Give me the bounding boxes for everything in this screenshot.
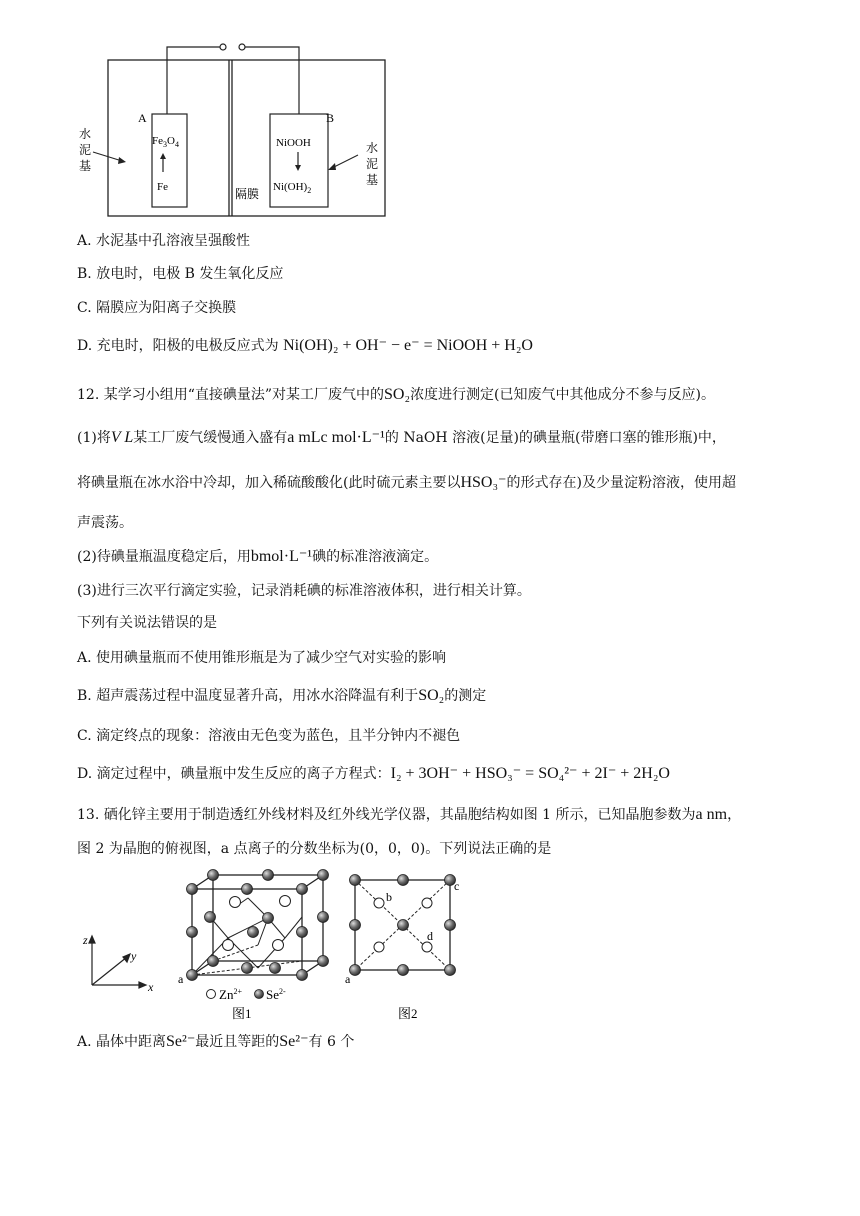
q12-option-b-a: B. 超声震荡过程中温度显著升高，用冰水浴降温有利于: [77, 688, 419, 704]
q12-step1-line2: [77, 473, 736, 493]
cement-right-3: 基: [366, 173, 379, 187]
arrow-up-icon: [160, 153, 166, 159]
wire: [167, 47, 220, 114]
q12-step1-line3: 声震荡。: [77, 515, 133, 531]
q13-option-a-c: 有 6 个: [308, 1034, 355, 1050]
q12-step1-c: 的 NaOH 溶液(足量)的碘量瓶(带磨口塞的锥形瓶)中，: [384, 430, 726, 446]
q12-step1-a: (1)将: [77, 430, 111, 446]
q12-step1-amount: a mLc mol·L⁻¹: [287, 429, 385, 446]
q12-step1-v: V L: [110, 429, 134, 446]
niooh-label: NiOOH: [276, 137, 311, 149]
q12-step2: [77, 547, 438, 567]
q13-stem-a: 13. 硒化锌主要用于制造透红外线材料及红外线光学仪器，其晶胞结构如图 1 所示，已知晶胞参数为: [77, 807, 696, 823]
label-b: B: [326, 111, 335, 125]
q12-option-d: [77, 764, 670, 784]
fe-label: Fe: [157, 181, 168, 193]
q11-option-b: B. 放电时，电极 B 发生氧化反应: [77, 266, 284, 282]
electrode-a: [152, 114, 187, 207]
cement-right-2: 泥: [366, 157, 379, 171]
top-view-fig2: [350, 875, 456, 976]
q12-step1-line2-a: 将碘量瓶在冰水浴中冷却，加入稀硫酸酸化(此时硫元素主要以: [77, 475, 461, 491]
electrode-b: [270, 114, 328, 207]
crystal-figures: [70, 865, 490, 1030]
q12-stem-a: 12. 某学习小组用“直接碘量法”对某工厂废气中的: [77, 387, 385, 403]
fig2-point-c: c: [454, 879, 460, 893]
battery-diagram: [70, 40, 400, 230]
cement-left-1: 水: [79, 127, 92, 141]
zn-ions-fig1: [223, 896, 291, 951]
fig2-point-a: a: [345, 972, 351, 986]
q12-option-b: [77, 686, 486, 706]
q12-prompt: 下列有关说法错误的是: [77, 615, 217, 631]
q13-stem-b: ，: [727, 807, 742, 823]
q11-option-d-formula: Ni(OH)₂ + OH⁻ − e⁻ = NiOOH + H₂O: [283, 337, 533, 354]
axis-y: y: [131, 949, 137, 963]
q12-option-d-formula: I₂ + 3OH⁻ + HSO₃⁻ = SO₄²⁻ + 2I⁻ + 2H₂O: [390, 765, 670, 782]
fig2-caption: 图2: [398, 1006, 418, 1021]
q13-option-a-b: 最近且等距的: [195, 1034, 280, 1050]
q12-stem: [77, 385, 715, 405]
axis-x: x: [148, 980, 154, 994]
q11-option-a: A. 水泥基中孔溶液呈强酸性: [77, 233, 251, 249]
q12-step1: [77, 428, 726, 448]
q12-option-a: A. 使用碘量瓶而不使用锥形瓶是为了减少空气对实验的影响: [77, 650, 447, 666]
axes: [89, 936, 146, 988]
cement-left-2: 泥: [79, 143, 92, 157]
q12-step2-a: (2)待碘量瓶温度稳定后，用: [77, 549, 251, 565]
q12-option-b-b: 的测定: [444, 688, 487, 704]
q11-option-c: C. 隔膜应为阳离子交换膜: [77, 300, 237, 316]
fig1-caption: 图1: [232, 1006, 252, 1021]
legend-zn: $Zn^{2+}$: [219, 987, 242, 1002]
q12-step1-b: 某工厂废气缓慢通入盛有: [133, 430, 288, 446]
fig1-point-a: a: [178, 972, 184, 986]
fig2-point-d: d: [427, 929, 433, 943]
label-a: A: [138, 111, 147, 125]
nioh2-label: $Ni(OH)_2$: [273, 181, 312, 195]
q12-step3: (3)进行三次平行滴定实验，记录消耗碘的标准溶液体积，进行相关计算。: [77, 583, 531, 599]
q11-option-d-prefix: D. 充电时，阳极的电极反应式为: [77, 338, 279, 354]
fe3o4-label: $Fe_3O_4$: [152, 135, 179, 149]
q12-stem-b: 浓度进行测定(已知废气中其他成分不参与反应)。: [410, 387, 715, 403]
arrow-down-icon: [295, 165, 301, 171]
q13-stem-param: a nm: [695, 806, 728, 823]
membrane-label: 隔膜: [235, 187, 260, 201]
q13-option-a-ion2: Se²⁻: [279, 1033, 309, 1050]
q13-option-a-ion1: Se²⁻: [166, 1033, 196, 1050]
q13-option-a-a: A. 晶体中距离: [77, 1034, 167, 1050]
q12-step1-line2-b: 的形式存在)及少量淀粉溶液，使用超: [506, 475, 736, 491]
q12-step1-line2-formula: HSO₃⁻: [460, 474, 507, 491]
q12-option-d-prefix: D. 滴定过程中，碘量瓶中发生反应的离子方程式：: [77, 766, 391, 782]
q11-option-d: [77, 336, 533, 356]
cement-left-3: 基: [79, 159, 92, 173]
q13-option-a: [77, 1032, 354, 1052]
q12-step2-conc: bmol·L⁻¹: [250, 548, 313, 565]
q12-stem-formula: SO₂: [384, 386, 411, 403]
q13-stem-line2: 图 2 为晶胞的俯视图，a 点离子的分数坐标为(0，0，0)。下列说法正确的是: [77, 841, 552, 857]
q12-option-b-formula: SO₂: [418, 687, 445, 704]
legend-se: $Se^{2-}$: [266, 987, 286, 1002]
axis-z: z: [83, 933, 88, 947]
q12-step2-b: 碘的标准溶液滴定。: [312, 549, 439, 565]
fig2-point-b: b: [386, 890, 392, 904]
q13-stem: [77, 805, 741, 825]
cement-right-1: 水: [366, 141, 379, 155]
q12-option-c: C. 滴定终点的现象：溶液由无色变为蓝色，且半分钟内不褪色: [77, 728, 461, 744]
